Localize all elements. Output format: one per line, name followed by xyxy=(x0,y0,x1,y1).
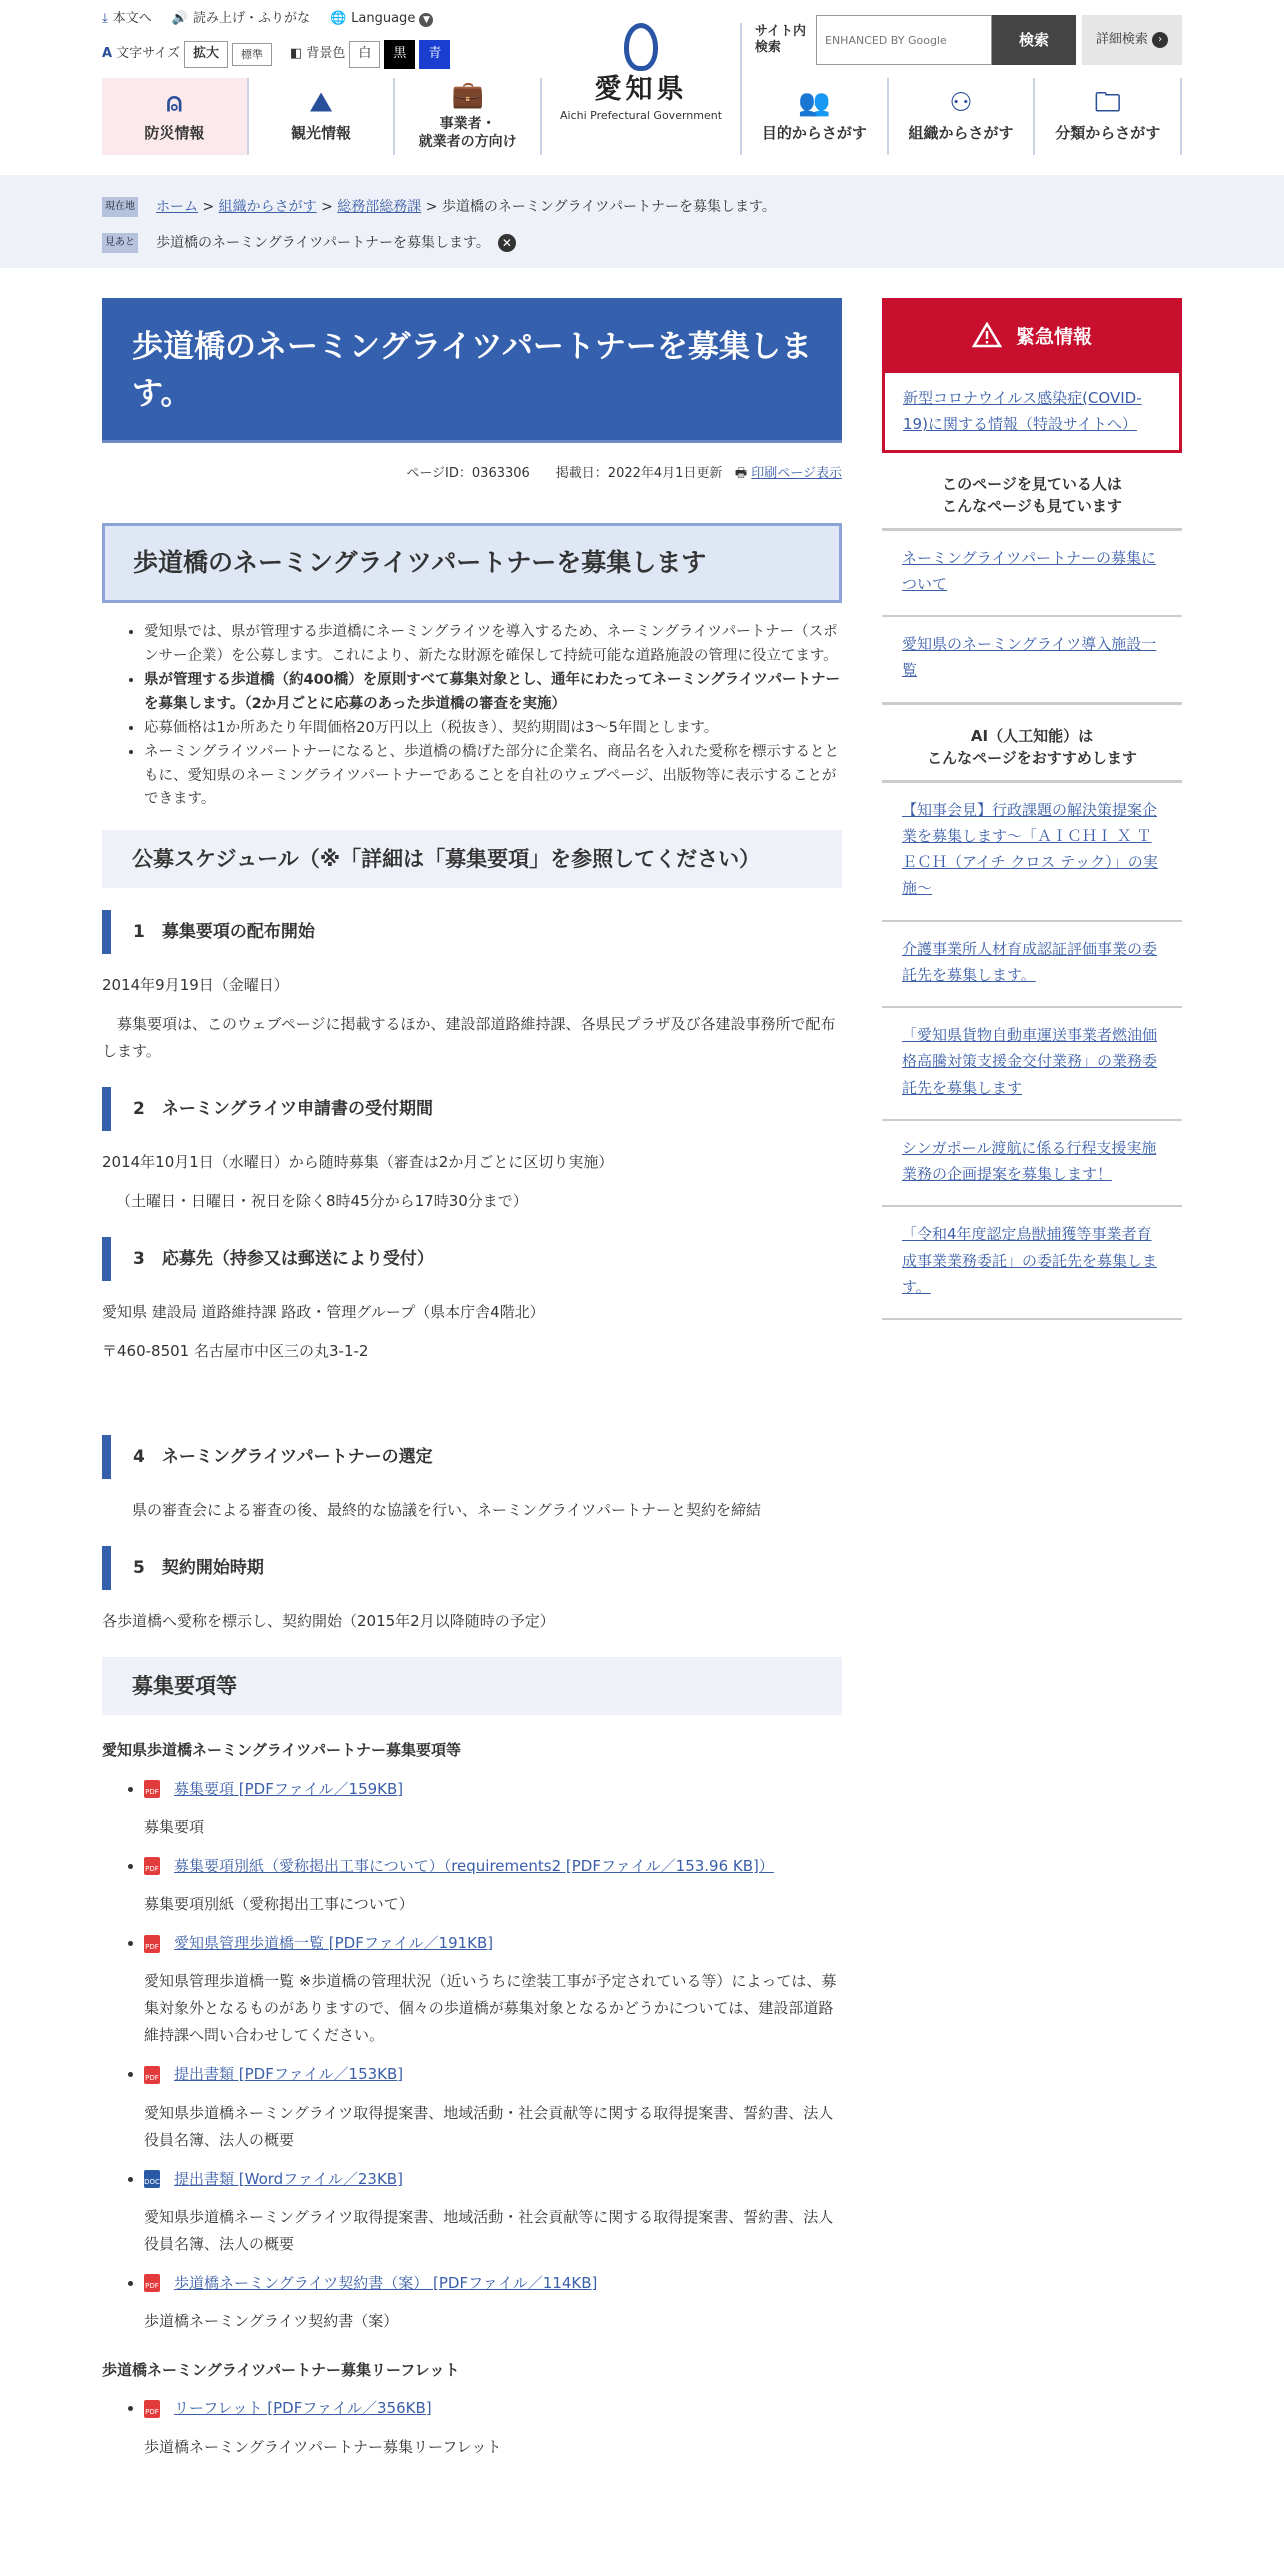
emergency-box xyxy=(882,298,1182,453)
speaker-icon: 🔊 xyxy=(171,11,188,26)
breadcrumb-general-affairs[interactable]: 総務部総務課 xyxy=(337,198,422,215)
logo-english: Aichi Prefectural Government xyxy=(560,108,723,122)
docs-heading: 募集要項等 xyxy=(102,1657,842,1715)
tourism-icon: ⛰ xyxy=(310,88,332,119)
schedule-heading: 公募スケジュール（※「詳細は「募集要項」を参照してください） xyxy=(102,830,842,888)
sidebar xyxy=(882,298,1182,2461)
ai-recommend-heading: AI（人工知能）は こんなページをおすすめします xyxy=(882,705,1182,783)
also-viewed-item: ネーミングライツパートナーの募集について xyxy=(882,531,1182,618)
bg-color-label: 背景色 xyxy=(306,46,346,61)
breadcrumb-home[interactable]: ホーム xyxy=(156,198,198,215)
section-heading: 5 契約開始時期 xyxy=(102,1546,842,1590)
main-content xyxy=(102,298,842,2461)
section-text: 募集要項は、このウェブページに掲載するほか、建設部道路維持課、各県民プラザ及び各建設事務所で配布します。 xyxy=(102,1015,836,1061)
language-selector[interactable]: 🌐 Language ▼ xyxy=(330,8,433,31)
emergency-header: 緊急情報 xyxy=(885,301,1179,373)
section-text: 各歩道橋へ愛称を標示し、契約開始（2015年2月以降随時の予定） xyxy=(102,1612,555,1631)
section-heading: 2 ネーミングライツ申請書の受付期間 xyxy=(102,1087,842,1131)
section-heading: 4 ネーミングライツパートナーの選定 xyxy=(102,1435,842,1479)
folder-icon: 🗀 xyxy=(1094,88,1121,119)
list-item: • 県が管理する歩道橋（約400橋）を原則すべて募集対象とし、通年にわたってネーミングライツパートナーを募集します。（2か月ごとに応募のあった歩道橋の審査を実施） xyxy=(144,669,842,717)
list-item: • PDF リーフレット [PDFファイル／356KB] 歩道橋ネーミングライツパートナー募集リーフレット xyxy=(144,2395,842,2460)
page-title: 歩道橋のネーミングライツパートナーを募集します。 xyxy=(102,298,842,443)
ai-recommend-item: シンガポール渡航に係る行程支援実施業務の企画提案を募集します！ xyxy=(882,1121,1182,1208)
font-large-button[interactable]: 拡大 xyxy=(184,41,228,68)
list-item: • PDF 歩道橋ネーミングライツ契約書（案） [PDFファイル／114KB] 歩道橋ネーミングライツ契約書（案） xyxy=(144,2270,842,2335)
list-item: • PDF 募集要項 [PDFファイル／159KB] 募集要項 xyxy=(144,1776,842,1841)
nav-business[interactable]: 💼 事業者・ 就業者の方向け xyxy=(395,78,542,155)
file-link[interactable]: 愛知県管理歩道橋一覧 [PDFファイル／191KB] xyxy=(174,1934,494,1953)
utility-links xyxy=(102,8,433,31)
page-meta: ページID：0363306 掲載日：2022年4月1日更新 🖶 印刷ページ表示 xyxy=(406,466,842,481)
search-input[interactable] xyxy=(816,15,992,65)
docs-subheading: 愛知県歩道橋ネーミングライツパートナー募集要項等 xyxy=(102,1741,461,1760)
file-link[interactable]: 提出書類 [Wordファイル／23KB] xyxy=(174,2169,403,2188)
arrow-right-icon: › xyxy=(1152,32,1168,48)
globe-icon: 🌐 xyxy=(329,11,347,26)
ai-recommend-item: 「愛知県貨物自動車運送事業者燃油価格高騰対策支援金交付業務」の業務委託先を募集します xyxy=(882,1008,1182,1121)
word-icon: DOC xyxy=(144,2170,160,2188)
file-link[interactable]: 歩道橋ネーミングライツ契約書（案） [PDFファイル／114KB] xyxy=(174,2273,598,2292)
bg-blue-button[interactable]: 青 xyxy=(419,40,450,69)
list-item: • PDF 愛知県管理歩道橋一覧 [PDFファイル／191KB] 愛知県管理歩道橋一覧 ※歩道橋の管理状況（近いうちに塗装工事が予定されている等）によっては、募集対象外となるものがありますので、個々の歩道橋が募集対象となるかどうかについては、建設部道路維持課へ問い合わせしてください。 xyxy=(144,1930,842,2049)
also-viewed-item: 愛知県のネーミングライツ導入施設一覧 xyxy=(882,617,1182,705)
section-heading: 3 応募先（持参又は郵送により受付） xyxy=(102,1237,842,1281)
breadcrumb xyxy=(0,175,1284,268)
logo-text: 愛知県 xyxy=(594,74,688,105)
org-chart-icon: ⚇ xyxy=(949,88,973,119)
section-date: 2014年10月1日（水曜日）から随時募集（審査は2か月ごとに区切り実施） xyxy=(102,1153,614,1172)
font-size-icon: A xyxy=(102,46,113,61)
ai-recommend-item: 【知事会見】行政課題の解決策提案企業を募集します～「ＡＩＣＨＩ Ｘ ＴＥＣＨ（アイチ クロス テック）」の実施～ xyxy=(882,783,1182,922)
history-item[interactable]: 歩道橋のネーミングライツパートナーを募集します。 xyxy=(156,234,490,251)
read-aloud-link[interactable]: 🔊 読み上げ・ふりがな xyxy=(172,8,310,31)
leaflet-list xyxy=(144,2395,842,2460)
nav-purpose[interactable]: 👥 目的からさがす xyxy=(742,78,889,155)
section-address: 愛知県 建設局 道路維持課 路政・管理グループ（県本庁舎4階北） xyxy=(102,1303,545,1322)
section-heading: 1 募集要項の配布開始 xyxy=(102,910,842,954)
global-nav xyxy=(102,74,1182,155)
list-item: • 応募価格は1か所あたり年間価格20万円以上（税抜き）、契約期間は3～5年間とします。 xyxy=(144,717,842,741)
leaflet-subheading: 歩道橋ネーミングライツパートナー募集リーフレット xyxy=(102,2361,460,2380)
skip-to-main-link[interactable]: ⤓ 本文へ xyxy=(102,8,152,31)
nav-organization[interactable]: ⚇ 組織からさがす xyxy=(889,78,1036,155)
ai-recommend-item: 「令和4年度認定鳥獣捕獲等事業者育成事業業務委託」の委託先を募集します。 xyxy=(882,1207,1182,1320)
list-item: • 愛知県では、県が管理する歩道橋にネーミングライツを導入するため、ネーミングライツパートナー（スポンサー企業）を公募します。これにより、新たな財源を確保して持続可能な道路施設の管理に役立てます。 xyxy=(144,621,842,669)
pdf-icon: PDF xyxy=(144,1935,160,1953)
file-link[interactable]: 募集要項 [PDFファイル／159KB] xyxy=(174,1779,404,1798)
bg-white-button[interactable]: 白 xyxy=(349,41,380,68)
accessibility-controls xyxy=(102,40,450,69)
print-link[interactable]: 印刷ページ表示 xyxy=(751,466,842,481)
advanced-search-button[interactable]: 詳細検索 › xyxy=(1082,15,1182,65)
siren-icon: ⍝ xyxy=(166,88,183,119)
list-item: • PDF 提出書類 [PDFファイル／153KB] 愛知県歩道橋ネーミングライツ取得提案書、地域活動・社会貢献等に関する取得提案書、誓約書、法人役員名簿、法人の概要 xyxy=(144,2061,842,2153)
pdf-icon: PDF xyxy=(144,2066,160,2084)
content-heading: 歩道橋のネーミングライツパートナーを募集します xyxy=(102,523,842,603)
file-link[interactable]: 募集要項別紙（愛称掲出工事について）（requirements2 [PDFファイル／153.96 KB]） xyxy=(174,1856,774,1875)
nav-disaster[interactable]: ⍝ 防災情報 xyxy=(102,78,249,155)
printer-icon: 🖶 xyxy=(734,466,748,481)
file-link[interactable]: リーフレット [PDFファイル／356KB] xyxy=(174,2399,432,2418)
pdf-icon: PDF xyxy=(144,2274,160,2292)
emergency-link[interactable]: 新型コロナウイルス感染症(COVID-19)に関する情報（特設サイトへ） xyxy=(903,389,1142,434)
palette-icon: ◧ xyxy=(290,46,303,61)
section-postal: 〒460-8501 名古屋市中区三の丸3-1-2 xyxy=(102,1342,369,1361)
nav-category[interactable]: 🗀 分類からさがす xyxy=(1035,78,1182,155)
list-item: • DOC 提出書類 [Wordファイル／23KB] 愛知県歩道橋ネーミングライツ取得提案書、地域活動・社会貢献等に関する取得提案書、誓約書、法人役員名簿、法人の概要 xyxy=(144,2166,842,2258)
breadcrumb-history: 見あと 歩道橋のネーミングライツパートナーを募集します。 ✕ xyxy=(102,225,1182,261)
search-button[interactable]: 検索 xyxy=(992,15,1076,65)
search-label: サイト内 検索 xyxy=(754,24,806,55)
prefecture-emblem-icon xyxy=(624,23,658,71)
pdf-icon: PDF xyxy=(144,1857,160,1875)
site-search xyxy=(755,15,1182,65)
chevron-down-icon: ▼ xyxy=(419,13,433,27)
section-date: 2014年9月19日（金曜日） xyxy=(102,976,289,995)
logo[interactable] xyxy=(542,23,742,155)
also-viewed-heading: このページを見ている人は こんなページも見ています xyxy=(882,453,1182,531)
briefcase-icon: 💼 xyxy=(451,80,484,110)
font-size-label: 文字サイズ xyxy=(116,46,181,61)
section-text: 県の審査会による審査の後、最終的な協議を行い、ネーミングライツパートナーと契約を締結 xyxy=(132,1501,761,1520)
close-icon[interactable]: ✕ xyxy=(498,234,516,252)
breadcrumb-current: 現在地 ホーム > 組織からさがす > 総務部総務課 > 歩道橋のネーミングライツパートナーを募集します。 xyxy=(102,189,1182,225)
intro-list xyxy=(144,621,842,812)
pdf-icon: PDF xyxy=(144,2400,160,2418)
bg-black-button[interactable]: 黒 xyxy=(384,40,415,69)
list-item: • PDF 募集要項別紙（愛称掲出工事について）（requirements2 [PDFファイル／153.96 KB]） 募集要項別紙（愛称掲出工事について） xyxy=(144,1853,842,1918)
file-list xyxy=(144,1776,842,2336)
file-link[interactable]: 提出書類 [PDFファイル／153KB] xyxy=(174,2065,404,2084)
download-icon: ⤓ xyxy=(102,11,108,26)
warning-icon xyxy=(972,322,1002,348)
font-normal-button[interactable]: 標準 xyxy=(232,43,272,66)
list-item: • ネーミングライツパートナーになると、歩道橋の橋げた部分に企業名、商品名を入れた愛称を標示するとともに、愛知県のネーミングライツパートナーであることを自社のウェブページ、出版物等に表示することができます。 xyxy=(144,741,842,813)
pdf-icon: PDF xyxy=(144,1780,160,1798)
people-icon: 👥 xyxy=(798,88,831,119)
nav-tourism[interactable]: ⛰ 観光情報 xyxy=(249,78,396,155)
breadcrumb-organization[interactable]: 組織からさがす xyxy=(218,198,317,215)
site-header xyxy=(102,0,1182,175)
ai-recommend-item: 介護事業所人材育成認証評価事業の委託先を募集します。 xyxy=(882,922,1182,1009)
section-text: （土曜日・日曜日・祝日を除く8時45分から17時30分まで） xyxy=(116,1192,528,1211)
